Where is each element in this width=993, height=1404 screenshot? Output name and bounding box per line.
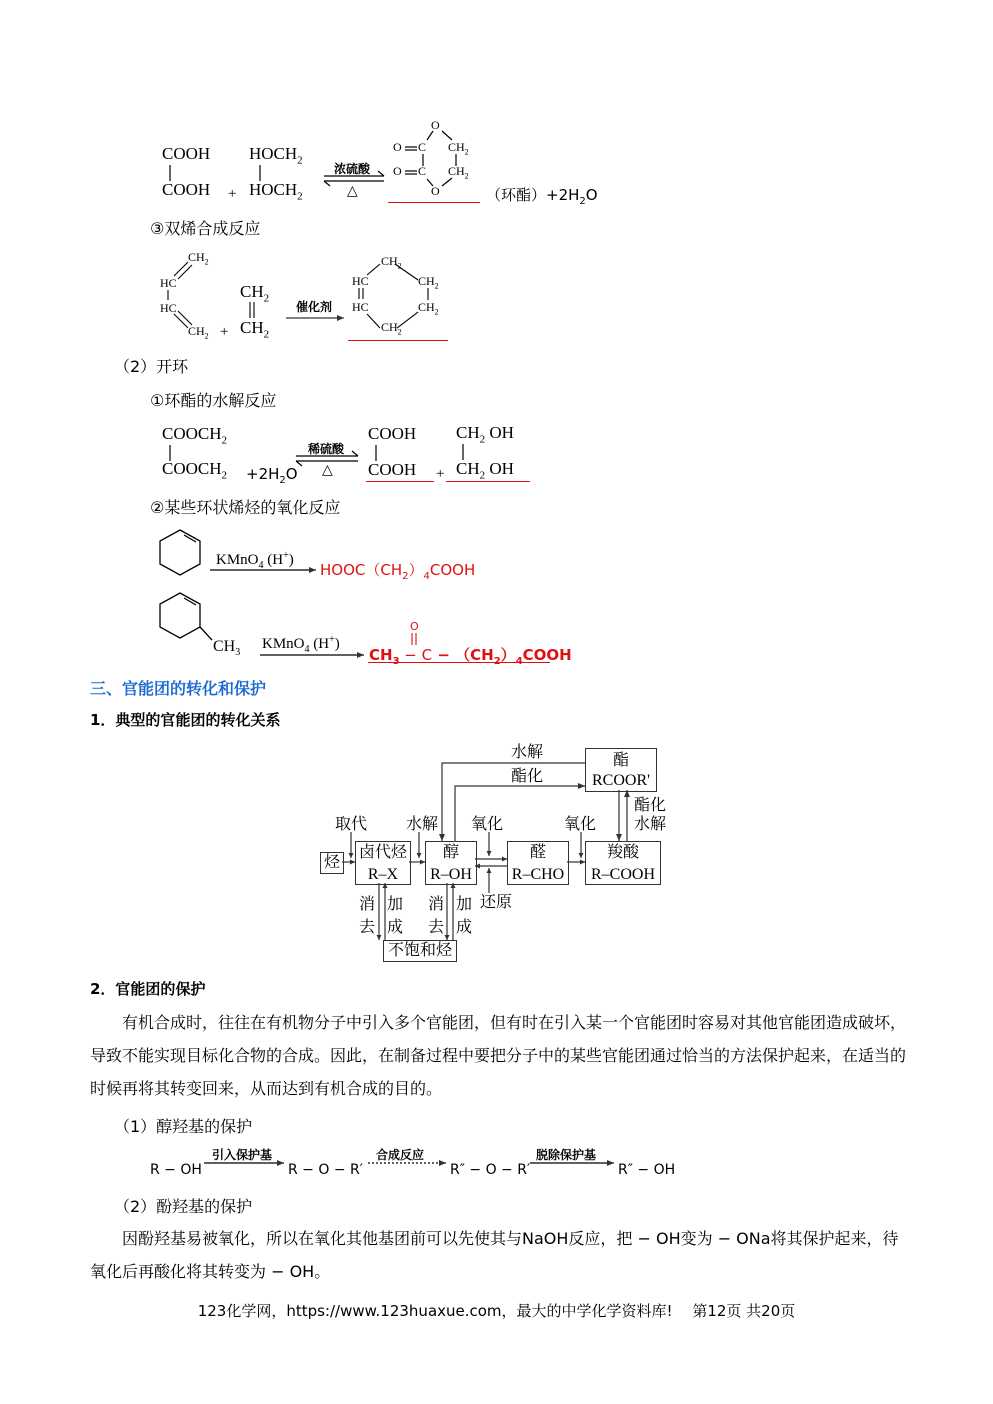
- ethene-ch2-bottom: $CH_2$: [240, 318, 270, 341]
- diene-hc-1: HC: [160, 276, 177, 290]
- product-carbonyl-o: O: [410, 620, 419, 633]
- cooh-bottom: COOH: [162, 180, 211, 199]
- aldehyde-name: 醛: [529, 844, 546, 861]
- protection1-label: （1）醇羟基的保护: [114, 1117, 253, 1136]
- label-reduction: 还原: [479, 894, 512, 911]
- label-hydrolysis-top: 水解: [510, 744, 543, 761]
- ethene-ch2-top: $CH_2$: [240, 282, 270, 305]
- diene-ch2-top: $CH_2$: [188, 250, 209, 267]
- page-footer: 123化学网，https://www.123huaxue.com，最大的中学化学资料库! 第12页 共20页: [197, 1302, 796, 1320]
- product-ch2-4: $CH_2$: [381, 320, 402, 337]
- cooch2-bottom: $COOCH_2$: [162, 459, 228, 482]
- ring-c1: C: [418, 140, 427, 154]
- label-hydrolysis-right: 水解: [633, 816, 666, 833]
- unsaturated-label: 不饱和烃: [387, 942, 452, 959]
- heat-symbol: △: [347, 183, 358, 199]
- aldehyde-formula: R–CHO: [511, 866, 565, 883]
- label-oxidation-2: 氧化: [563, 816, 596, 833]
- product-ketoacid: $CH_3 - C$ − $(CH_2)_4COOH$: [369, 646, 572, 667]
- ring-c2: C: [418, 164, 427, 178]
- diene-ch2-bottom: $CH_2$: [188, 324, 209, 341]
- water-reactant: $+2H_2O$: [246, 465, 298, 486]
- acid-name: 羧酸: [606, 844, 639, 861]
- section3-title: 三、官能团的转化和保护: [90, 679, 267, 698]
- label-add1-a: 加: [386, 896, 403, 913]
- ester-formula: RCOOR': [591, 772, 650, 789]
- ring-o-bottom: O: [431, 184, 440, 198]
- label-elim1-a: 消: [358, 896, 375, 913]
- hoch2-top: $HOCH_2$: [249, 144, 303, 167]
- reagent-kmno4: KMnO$_4$ (H+): [216, 550, 294, 571]
- paragraph-protection-intro: 有机合成时，往往在有机物分子中引入多个官能团，但有时在引入某一个官能团时容易对其他官能团造成破坏，导致不能实现目标化合物的合成。因此，在制备过程中要把分子中的某些官能团通过恰当的方法保护起来，在适当的时候再将其转变回来，从而达到有机合成的目的。: [90, 1013, 907, 1098]
- product-hc-1: HC: [352, 274, 369, 288]
- catalyst-conc-sulfuric: 浓硫酸: [334, 162, 371, 176]
- label-add1-b: 成: [386, 919, 403, 936]
- heat-symbol-2: △: [322, 462, 333, 478]
- product-ch2-1: $CH_2$: [381, 254, 402, 271]
- plus-sign-3: +: [436, 466, 445, 482]
- alcohol-name: 醇: [442, 844, 459, 861]
- label-oxidation-1: 氧化: [470, 816, 503, 833]
- scheme-end: R″ − OH: [618, 1162, 676, 1178]
- subsection2-title: 2．官能团的保护: [90, 980, 206, 998]
- ring-carbonyl-o2: O: [393, 164, 402, 178]
- hoch2-bottom: $HOCH_2$: [249, 180, 303, 203]
- scheme-start: R − OH: [150, 1162, 202, 1178]
- ring-o-top: O: [431, 118, 440, 132]
- subsection1-title: 1．典型的官能团的转化关系: [90, 711, 281, 729]
- product-ch2-3: $CH_2$: [418, 300, 439, 317]
- catalyst-label: 催化剂: [296, 300, 333, 314]
- item2-oxidation-label: ②某些环状烯烃的氧化反应: [150, 498, 341, 517]
- section-ring-opening-label: （2）开环: [114, 357, 189, 376]
- alcohol-formula: R–OH: [430, 866, 472, 883]
- ethylene-glycol-bottom: $CH_2$ OH: [456, 459, 514, 482]
- haloalkane-name: 卤代烃: [358, 844, 407, 861]
- ring-ch2-a: $CH_2$: [448, 140, 469, 157]
- protection2-label: （2）酚羟基的保护: [114, 1197, 253, 1216]
- label-elim2-a: 消: [427, 896, 444, 913]
- cooch2-top: $COOCH_2$: [162, 424, 228, 447]
- product-hc-2: HC: [352, 300, 369, 314]
- label-add2-a: 加: [455, 896, 472, 913]
- label-add2-b: 成: [455, 919, 472, 936]
- item1-hydrolysis-label: ①环酯的水解反应: [150, 391, 277, 410]
- label-elim1-b: 去: [358, 919, 375, 936]
- product-ch2-2: $CH_2$: [418, 274, 439, 291]
- scheme-step1: 引入保护基: [212, 1148, 273, 1162]
- label-elim2-b: 去: [427, 919, 444, 936]
- cooh-top: COOH: [162, 144, 211, 163]
- ester-name: 酯: [612, 752, 629, 769]
- label-esterify-right: 酯化: [633, 797, 666, 814]
- acid-formula: R–COOH: [590, 866, 655, 883]
- ring-ch2-b: $CH_2$: [448, 164, 469, 181]
- methyl-ch3: $CH_3$: [213, 638, 241, 659]
- ring-carbonyl-o1: O: [393, 140, 402, 154]
- ethylene-glycol-top: $CH_2$ OH: [456, 423, 514, 446]
- product-label-ring-ester: （环酯）$+2H_2O$: [486, 186, 598, 207]
- plus-sign-2: +: [220, 324, 229, 340]
- label-hydrolysis-left: 水解: [405, 816, 438, 833]
- paragraph-phenol-protection: 因酚羟基易被氧化，所以在氧化其他基团前可以先使其与NaOH反应，把 − OH变为 − ONa将其保护起来，待氧化后再酸化将其转变为 − OH。: [90, 1229, 899, 1281]
- scheme-mid1: R − O − R′: [288, 1162, 363, 1178]
- scheme-mid2: R″ − O − R′: [450, 1162, 531, 1178]
- item3-diene-synthesis-label: ③双烯合成反应: [150, 219, 261, 238]
- label-esterify-top: 酯化: [510, 768, 543, 785]
- scheme-step3: 脱除保护基: [536, 1148, 597, 1162]
- reagent-kmno4-2: KMnO$_4$ (H+): [262, 634, 340, 655]
- product-cooh-bottom: COOH: [368, 460, 417, 479]
- plus-sign: +: [228, 186, 237, 202]
- catalyst-dilute-sulfuric: 稀硫酸: [308, 442, 345, 456]
- haloalkane-formula: R–X: [367, 866, 399, 883]
- diene-hc-2: HC: [160, 301, 177, 315]
- hydrocarbon-label: 烃: [323, 854, 340, 871]
- product-cooh-top: COOH: [368, 424, 417, 443]
- label-substitution: 取代: [334, 816, 367, 833]
- product-adipic-acid: $HOOC(CH_2)_4COOH$: [320, 561, 476, 582]
- scheme-step2: 合成反应: [376, 1148, 425, 1162]
